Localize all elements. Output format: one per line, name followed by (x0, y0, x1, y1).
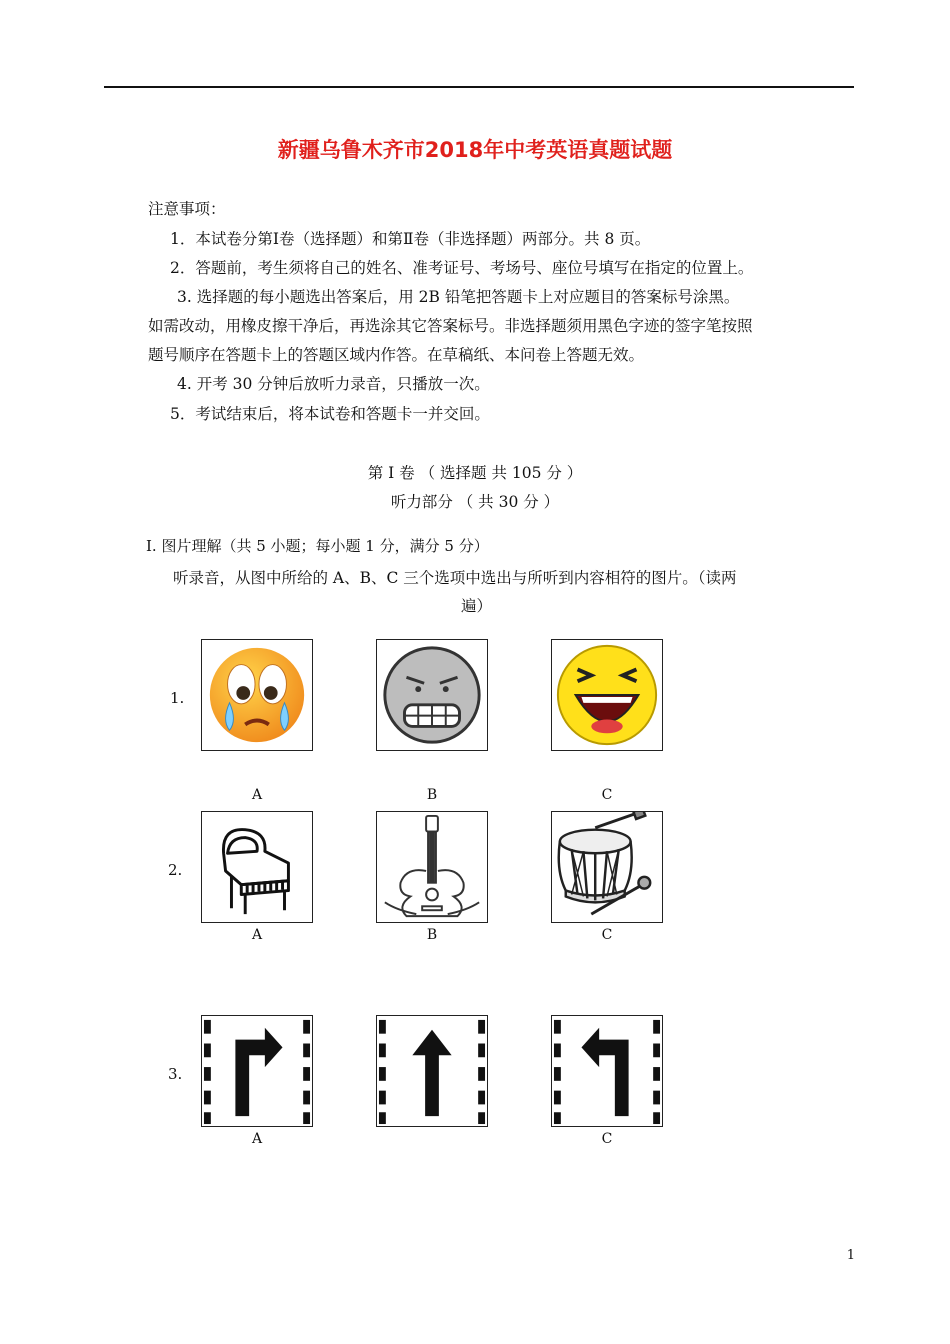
piano-icon[interactable] (201, 811, 313, 923)
option-label: C (601, 927, 613, 943)
option-label: A (251, 927, 263, 943)
page-title: 新疆乌鲁木齐市2018年中考英语真题试题 (277, 138, 673, 162)
notice-item-4: 4. 开考 30 分钟后放听力录音，只播放一次。 (177, 375, 490, 393)
guitar-icon[interactable] (376, 811, 488, 923)
section-instruction-cont: 遍） (461, 597, 493, 615)
turn-left-arrow-icon[interactable] (551, 1015, 663, 1127)
notice-item-2: 2．答题前，考生须将自己的姓名、准考证号、考场号、座位号填写在指定的位置上。 (170, 259, 754, 277)
section-instruction: 听录音，从图中所给的 A、B、C 三个选项中选出与所听到内容相符的图片。（读两 (173, 569, 737, 587)
turn-right-arrow-icon[interactable] (201, 1015, 313, 1127)
page-number: 1 (846, 1248, 855, 1263)
notice-item-3: 3. 选择题的每小题选出答案后，用 2B 铅笔把答题卡上对应题目的答案标号涂黑。 (177, 288, 740, 306)
question-number: 2. (168, 861, 183, 879)
question-number: 1. (170, 689, 185, 707)
crying-face-icon[interactable] (201, 639, 313, 751)
straight-arrow-icon[interactable] (376, 1015, 488, 1127)
option-label: A (251, 787, 263, 803)
drum-icon[interactable] (551, 811, 663, 923)
part-heading: 第 Ⅰ 卷 （ 选择题 共 105 分 ） (367, 464, 583, 482)
option-label: B (426, 927, 438, 943)
notice-item-3-cont2: 题号顺序在答题卡上的答题区域内作答。在草稿纸、本问卷上答题无效。 (148, 346, 645, 364)
notice-item-3-cont: 如需改动，用橡皮擦干净后，再选涂其它答案标号。非选择题须用黑色字迹的签字笔按照 (148, 317, 753, 335)
option-label: B (426, 787, 438, 803)
option-label: C (601, 1131, 613, 1147)
notice-item-5: 5．考试结束后，将本试卷和答题卡一并交回。 (170, 405, 490, 423)
listening-heading: 听力部分 （ 共 30 分 ） (390, 493, 560, 511)
section-title: Ⅰ. 图片理解（共 5 小题；每小题 1 分，满分 5 分） (146, 537, 489, 555)
grimacing-face-icon[interactable] (376, 639, 488, 751)
option-label: C (601, 787, 613, 803)
notice-heading: 注意事项： (148, 200, 226, 218)
option-label: A (251, 1131, 263, 1147)
question-number: 3. (168, 1065, 183, 1083)
header-rule (104, 86, 854, 88)
laughing-face-icon[interactable] (551, 639, 663, 751)
notice-item-1: 1．本试卷分第Ⅰ卷（选择题）和第Ⅱ卷（非选择题）两部分。共 8 页。 (170, 230, 651, 248)
